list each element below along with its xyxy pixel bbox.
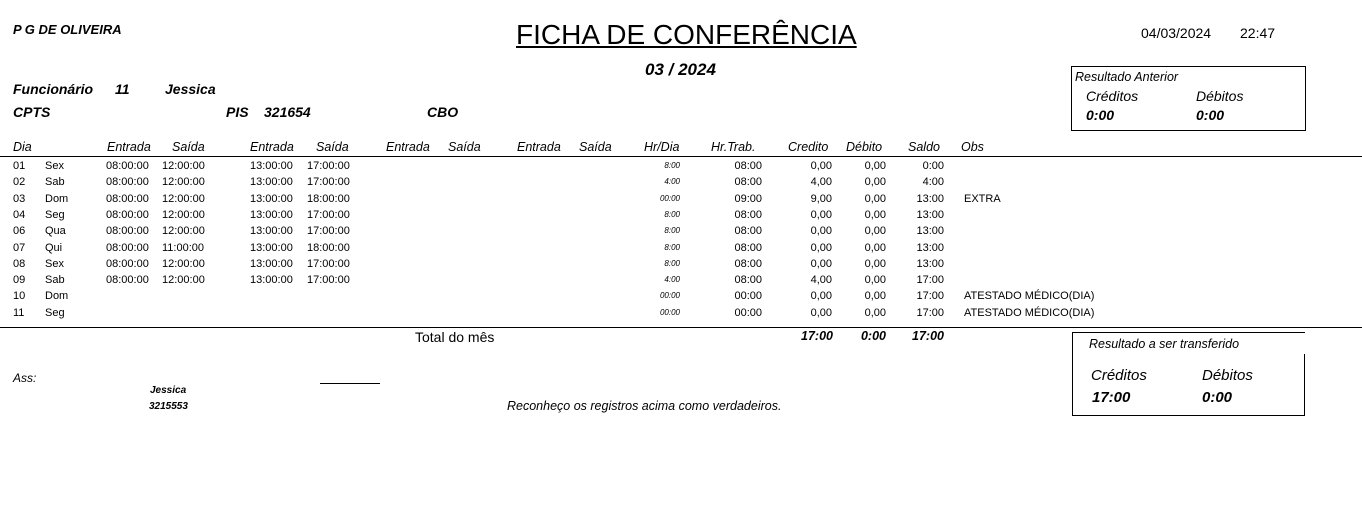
row-dia: 04 — [13, 208, 26, 221]
row-saida-1: 12:00:00 — [162, 176, 205, 189]
row-debito: 0,00 — [864, 176, 886, 189]
previous-creditos-label: Créditos — [1086, 88, 1139, 104]
col-obs: Obs — [961, 140, 984, 154]
total-label: Total do mês — [415, 329, 495, 345]
table-row — [0, 225, 1362, 241]
row-dia: 11 — [13, 306, 25, 319]
row-obs: ATESTADO MÉDICO(DIA) — [964, 306, 1095, 319]
row-hr-dia: 8:00 — [664, 161, 680, 170]
table-row — [0, 160, 1362, 176]
row-weekday: Dom — [45, 192, 69, 205]
previous-result-title: Resultado Anterior — [1075, 70, 1179, 84]
page-title: FICHA DE CONFERÊNCIA — [516, 19, 857, 50]
total-saldo: 17:00 — [912, 329, 944, 343]
row-saida-2: 17:00:00 — [307, 160, 350, 172]
print-date: 04/03/2024 — [1141, 25, 1212, 41]
signature-label: Ass: — [13, 371, 37, 385]
row-hr-trab: 08:00 — [734, 274, 762, 287]
table-row — [0, 193, 1362, 209]
transfer-creditos-value: 17:00 — [1092, 389, 1131, 406]
table-row — [0, 176, 1362, 192]
row-credito: 0,00 — [810, 290, 832, 303]
row-saida-1: 12:00:00 — [162, 160, 205, 172]
company-name: P G DE OLIVEIRA — [13, 22, 122, 37]
row-saida-2: 18:00:00 — [307, 241, 350, 254]
previous-debitos-value: 0:00 — [1196, 107, 1225, 123]
row-hr-dia: 00:00 — [659, 307, 680, 317]
table-row — [0, 258, 1362, 274]
row-entrada-2: 13:00:00 — [250, 208, 293, 221]
row-saida-1: 12:00:00 — [162, 225, 205, 238]
row-dia: 07 — [13, 241, 26, 254]
row-hr-dia: 8:00 — [664, 242, 680, 252]
row-hr-dia: 8:00 — [664, 226, 680, 236]
row-dia: 09 — [13, 274, 26, 287]
row-debito: 0,00 — [864, 290, 886, 303]
row-entrada-2: 13:00:00 — [250, 160, 293, 172]
row-credito: 4,00 — [810, 274, 832, 287]
row-saida-1: 12:00:00 — [162, 192, 205, 205]
row-hr-dia: 00:00 — [659, 193, 680, 203]
row-credito: 0,00 — [810, 241, 832, 254]
row-saida-2: 17:00:00 — [307, 225, 350, 238]
row-entrada-2: 13:00:00 — [250, 241, 293, 254]
col-hr-dia: Hr/Dia — [644, 140, 680, 154]
row-entrada-2: 13:00:00 — [250, 192, 293, 205]
row-saldo: 17:00 — [916, 290, 944, 303]
row-weekday: Seg — [45, 306, 65, 319]
col-saida-4: Saída — [579, 140, 612, 154]
row-weekday: Sab — [45, 274, 65, 287]
row-saldo: 0:00 — [922, 160, 944, 172]
col-saida-2: Saída — [316, 140, 349, 154]
table-row — [0, 209, 1362, 225]
row-weekday: Qua — [45, 225, 66, 238]
col-saida-3: Saída — [448, 140, 481, 154]
table-row — [0, 274, 1362, 290]
period: 03 / 2024 — [645, 60, 716, 79]
transfer-creditos-label: Créditos — [1091, 367, 1147, 384]
row-dia: 01 — [13, 160, 26, 172]
cpts-label: CPTS — [13, 104, 51, 120]
row-hr-trab: 08:00 — [734, 257, 762, 270]
row-credito: 9,00 — [810, 192, 832, 205]
row-weekday: Sex — [45, 160, 64, 172]
row-weekday: Seg — [45, 208, 65, 221]
row-entrada-1: 08:00:00 — [106, 160, 149, 172]
row-dia: 02 — [13, 176, 26, 189]
row-credito: 4,00 — [810, 176, 832, 189]
row-hr-trab: 08:00 — [734, 160, 762, 172]
row-debito: 0,00 — [864, 192, 886, 205]
row-hr-dia: 4:00 — [664, 275, 680, 285]
previous-debitos-label: Débitos — [1196, 88, 1244, 104]
col-entrada-2: Entrada — [250, 140, 294, 154]
row-entrada-1: 08:00:00 — [106, 208, 149, 221]
row-hr-trab: 08:00 — [734, 241, 762, 254]
row-obs: ATESTADO MÉDICO(DIA) — [964, 290, 1095, 303]
row-entrada-1: 08:00:00 — [106, 192, 149, 205]
row-credito: 0,00 — [810, 257, 832, 270]
row-weekday: Qui — [45, 241, 63, 254]
row-hr-trab: 08:00 — [734, 225, 762, 238]
row-obs: EXTRA — [964, 192, 1001, 205]
row-saldo: 13:00 — [916, 225, 944, 238]
row-credito: 0,00 — [810, 160, 832, 172]
table-row — [0, 242, 1362, 258]
row-hr-trab: 00:00 — [734, 290, 762, 303]
employee-id: 11 — [115, 81, 130, 97]
row-hr-trab: 00:00 — [734, 306, 762, 319]
header-divider — [0, 156, 1362, 157]
row-hr-dia: 00:00 — [659, 291, 680, 301]
row-saldo: 13:00 — [916, 208, 944, 221]
col-saida-1: Saída — [172, 140, 205, 154]
row-dia: 08 — [13, 257, 26, 270]
row-saida-2: 17:00:00 — [307, 208, 350, 221]
pis-value: 321654 — [264, 104, 311, 120]
totals-divider — [0, 327, 1362, 328]
row-weekday: Dom — [45, 290, 69, 303]
row-saida-2: 17:00:00 — [307, 176, 350, 189]
row-weekday: Sex — [45, 257, 64, 270]
col-saldo: Saldo — [908, 140, 940, 154]
row-saldo: 4:00 — [922, 176, 944, 189]
col-credito: Credito — [788, 140, 829, 154]
row-entrada-1: 08:00:00 — [106, 225, 149, 238]
transfer-box-left — [1072, 332, 1073, 416]
row-hr-trab: 09:00 — [734, 192, 762, 205]
row-saldo: 17:00 — [916, 306, 944, 319]
row-dia: 03 — [13, 192, 26, 205]
transfer-debitos-value: 0:00 — [1202, 389, 1233, 406]
previous-creditos-value: 0:00 — [1086, 107, 1115, 123]
row-saldo: 17:00 — [916, 274, 944, 287]
print-time: 22:47 — [1240, 25, 1276, 41]
signature-number: 3215553 — [149, 401, 188, 412]
row-saida-1: 11:00:00 — [162, 241, 205, 254]
row-credito: 0,00 — [810, 306, 832, 319]
table-row — [0, 290, 1362, 306]
row-entrada-2: 13:00:00 — [250, 257, 293, 270]
row-debito: 0,00 — [864, 225, 886, 238]
employee-name: Jessica — [165, 81, 216, 97]
row-saldo: 13:00 — [916, 241, 944, 254]
row-credito: 0,00 — [810, 208, 832, 221]
pis-label: PIS — [226, 104, 249, 120]
row-entrada-1: 08:00:00 — [106, 241, 149, 254]
employee-label: Funcionário — [13, 81, 94, 97]
col-dia: Dia — [13, 140, 32, 154]
row-debito: 0,00 — [864, 241, 886, 254]
signature-line — [320, 383, 380, 384]
row-dia: 10 — [13, 290, 26, 303]
row-entrada-2: 13:00:00 — [250, 225, 293, 238]
row-saida-2: 17:00:00 — [307, 274, 350, 287]
row-debito: 0,00 — [864, 306, 886, 319]
row-credito: 0,00 — [810, 225, 832, 238]
transfer-box-top — [1072, 332, 1305, 333]
row-debito: 0,00 — [864, 257, 886, 270]
row-debito: 0,00 — [864, 160, 886, 172]
row-hr-dia: 8:00 — [664, 258, 680, 268]
row-debito: 0,00 — [864, 208, 886, 221]
cbo-label: CBO — [427, 104, 459, 120]
row-entrada-2: 13:00:00 — [250, 176, 293, 189]
row-hr-trab: 08:00 — [734, 176, 762, 189]
col-hr-trab: Hr.Trab. — [711, 140, 756, 154]
total-credito: 17:00 — [801, 329, 833, 343]
acknowledgement-statement: Reconheço os registros acima como verdadeiros. — [507, 399, 782, 413]
transfer-title: Resultado a ser transferido — [1089, 337, 1240, 351]
transfer-debitos-label: Débitos — [1202, 367, 1253, 384]
row-saida-1: 12:00:00 — [162, 257, 205, 270]
row-hr-dia: 8:00 — [664, 209, 680, 219]
transfer-box-right — [1304, 354, 1305, 416]
row-debito: 0,00 — [864, 274, 886, 287]
col-entrada-3: Entrada — [386, 140, 430, 154]
row-saida-2: 17:00:00 — [307, 257, 350, 270]
row-hr-trab: 08:00 — [734, 208, 762, 221]
row-dia: 06 — [13, 225, 26, 238]
table-row — [0, 307, 1362, 323]
row-weekday: Sab — [45, 176, 65, 189]
row-entrada-1: 08:00:00 — [106, 257, 149, 270]
col-entrada-4: Entrada — [517, 140, 561, 154]
col-debito: Débito — [846, 140, 883, 154]
total-debito: 0:00 — [860, 329, 886, 343]
row-saldo: 13:00 — [916, 192, 944, 205]
row-entrada-2: 13:00:00 — [250, 274, 293, 287]
signature-name: Jessica — [150, 385, 187, 396]
row-saida-1: 12:00:00 — [162, 208, 205, 221]
row-entrada-1: 08:00:00 — [106, 176, 149, 189]
col-entrada-1: Entrada — [107, 140, 151, 154]
row-hr-dia: 4:00 — [664, 177, 680, 187]
row-saida-1: 12:00:00 — [162, 274, 205, 287]
row-saida-2: 18:00:00 — [307, 192, 350, 205]
row-saldo: 13:00 — [916, 257, 944, 270]
row-entrada-1: 08:00:00 — [106, 274, 149, 287]
transfer-box-bottom — [1072, 415, 1305, 416]
